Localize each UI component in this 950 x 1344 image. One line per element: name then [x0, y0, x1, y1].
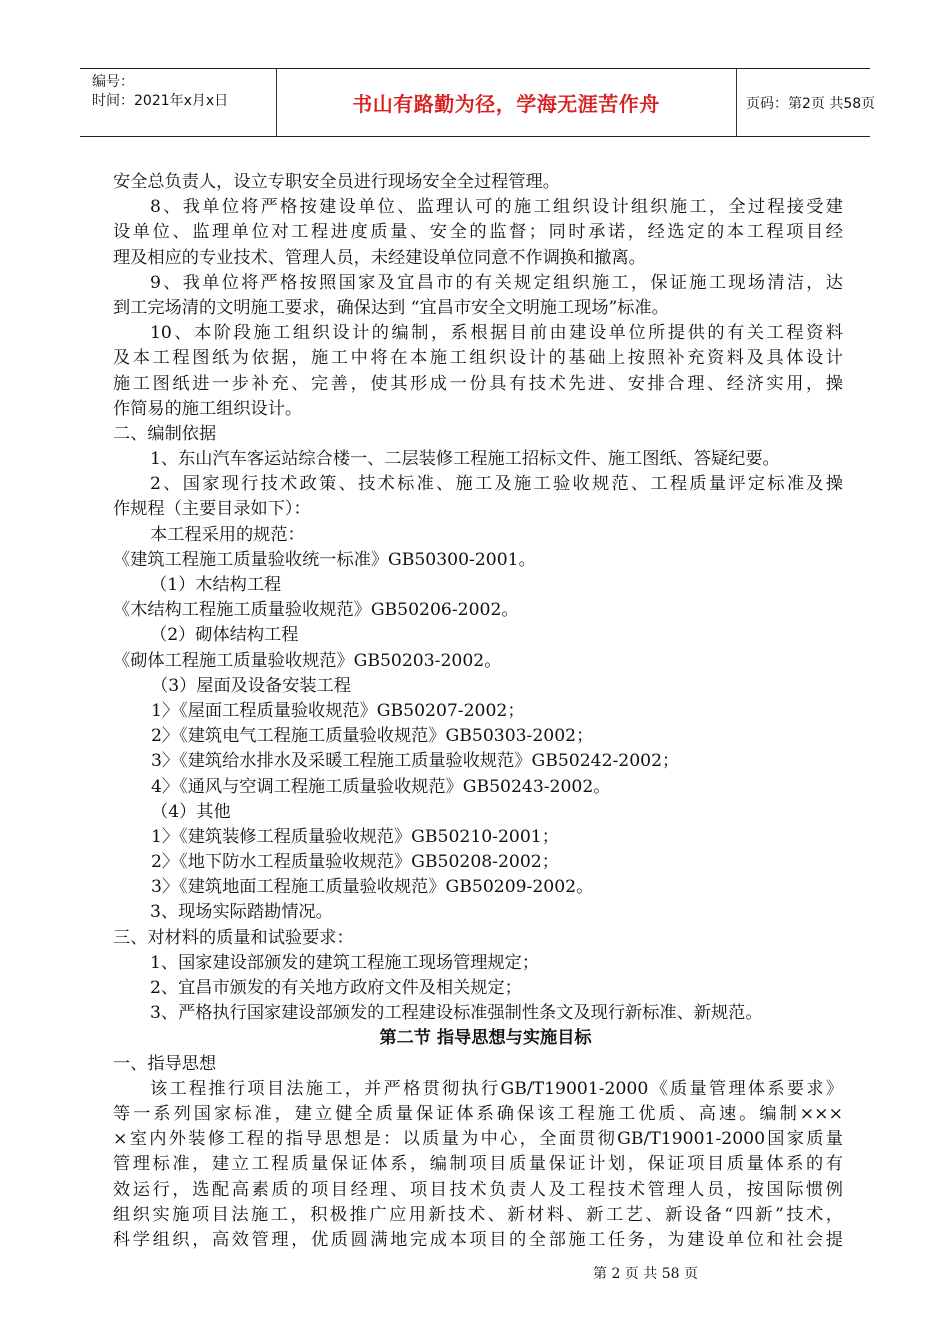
paragraph-line: 等一系列国家标准，建立健全质量保证体系确保该工程施工优质、高速。编制××× — [113, 1103, 843, 1124]
standard-reference: 1〉《建筑装修工程质量验收规范》GB50210-2001； — [151, 826, 559, 847]
paragraph-line: 本工程采用的规范： — [150, 524, 305, 545]
paragraph-line: 组织实施项目法施工，积极推广应用新技术、新材料、新工艺、新设备“四新”技术， — [113, 1204, 843, 1225]
document-body — [113, 170, 843, 1253]
list-item: 2、宜昌市颁发的有关地方政府文件及相关规定； — [150, 978, 522, 998]
page-footer: 第 2 页 共 58 页 — [593, 1266, 698, 1282]
header-meta — [80, 69, 277, 136]
paragraph-line: 施工图纸进一步补充、完善，使其形成一份具有技术先进、安排合理、经济实用，操 — [113, 373, 843, 394]
document-number-label: 编号： — [92, 74, 134, 90]
standard-reference: 《木结构工程施工质量验收规范》GB50206-2002。 — [113, 600, 519, 621]
paragraph-line: 9、我单位将严格按照国家及宜昌市的有关规定组织施工，保证施工现场清洁，达 — [150, 272, 843, 293]
standard-reference: 《建筑工程施工质量验收统一标准》GB50300-2001。 — [113, 549, 536, 570]
paragraph-line: 及本工程图纸为依据，施工中将在本施工组织设计的基础上按照补充资料及具体设计 — [113, 348, 843, 369]
list-item: 2、国家现行技术政策、技术标准、施工及施工验收规范、工程质量评定标准及操 — [150, 474, 843, 495]
header-motto: 书山有路勤为径，学海无涯苦作舟 — [352, 92, 660, 116]
section-heading: 二、编制依据 — [113, 423, 217, 444]
subsection-heading: （3）屋面及设备安装工程 — [151, 675, 351, 696]
section-heading: 三、对材料的质量和试验要求： — [113, 927, 354, 948]
header-motto-cell — [276, 69, 737, 136]
paragraph-line: 设单位、监理单位对工程进度质量、安全的监督；同时承诺，经选定的本工程项目经 — [113, 222, 843, 243]
subsection-heading: （1）木结构工程 — [150, 575, 282, 595]
header-page-info: 页码：第2页 共58页 — [746, 95, 876, 112]
chapter-section-title: 第二节 指导思想与实施目标 — [379, 1028, 592, 1049]
standard-reference: 2〉《地下防水工程质量验收规范》GB50208-2002； — [151, 852, 559, 873]
header-page-cell — [736, 69, 876, 136]
paragraph-line: 作规程（主要目录如下）： — [113, 499, 311, 520]
list-item: 3、严格执行国家建设部颁发的工程建设标准强制性条文及现行新标准、新规范。 — [150, 1003, 763, 1024]
standard-reference: 4〉《通风与空调工程施工质量验收规范》GB50243-2002。 — [151, 776, 611, 797]
paragraph-line: 该工程推行项目法施工，并严格贯彻执行GB/T19001-2000《质量管理体系要求》 — [150, 1078, 843, 1099]
paragraph-line: 10、本阶段施工组织设计的编制，系根据目前由建设单位所提供的有关工程资料 — [150, 323, 843, 344]
paragraph-line: 到工完场清的文明施工要求，确保达到 “宜昌市安全文明施工现场”标准。 — [113, 297, 669, 318]
standard-reference: 1〉《屋面工程质量验收规范》GB50207-2002； — [151, 700, 525, 721]
subsection-heading: （2）砌体结构工程 — [150, 625, 299, 646]
section-heading: 一、指导思想 — [113, 1053, 217, 1074]
paragraph-line: 效运行，选配高素质的项目经理、项目技术负责人及工程技术管理人员，按国际惯例 — [113, 1179, 843, 1200]
paragraph-line: 安全总负责人，设立专职安全员进行现场安全全过程管理。 — [113, 172, 560, 192]
standard-reference: 《砌体工程施工质量验收规范》GB50203-2002。 — [113, 650, 502, 671]
standard-reference: 2〉《建筑电气工程施工质量验收规范》GB50303-2002； — [151, 726, 594, 747]
paragraph-line: ×室内外装修工程的指导思想是：以质量为中心，全面贯彻GB/T19001-2000国家质量 — [113, 1129, 843, 1150]
document-date-label: 时间：2021年x月x日 — [92, 93, 229, 109]
list-item: 1、东山汽车客运站综合楼一、二层装修工程施工招标文件、施工图纸、答疑纪要。 — [150, 449, 780, 470]
page-header — [80, 68, 876, 137]
subsection-heading: （4）其他 — [151, 801, 231, 822]
paragraph-line: 作简易的施工组织设计。 — [113, 398, 303, 419]
list-item: 3、现场实际踏勘情况。 — [150, 902, 333, 923]
paragraph-line: 理及相应的专业技术、管理人员，未经建设单位同意不作调换和撤离。 — [113, 247, 646, 268]
paragraph-line: 8、我单位将严格按建设单位、监理认可的施工组织设计组织施工，全过程接受建 — [150, 197, 843, 218]
list-item: 1、国家建设部颁发的建筑工程施工现场管理规定； — [150, 952, 540, 973]
standard-reference: 3〉《建筑给水排水及采暖工程施工质量验收规范》GB50242-2002； — [151, 751, 680, 772]
paragraph-line: 科学组织，高效管理，优质圆满地完成本项目的全部施工任务，为建设单位和社会提 — [113, 1229, 843, 1250]
standard-reference: 3〉《建筑地面工程施工质量验收规范》GB50209-2002。 — [151, 877, 594, 898]
paragraph-line: 管理标准，建立工程质量保证体系，编制项目质量保证计划，保证项目质量体系的有 — [113, 1154, 843, 1175]
